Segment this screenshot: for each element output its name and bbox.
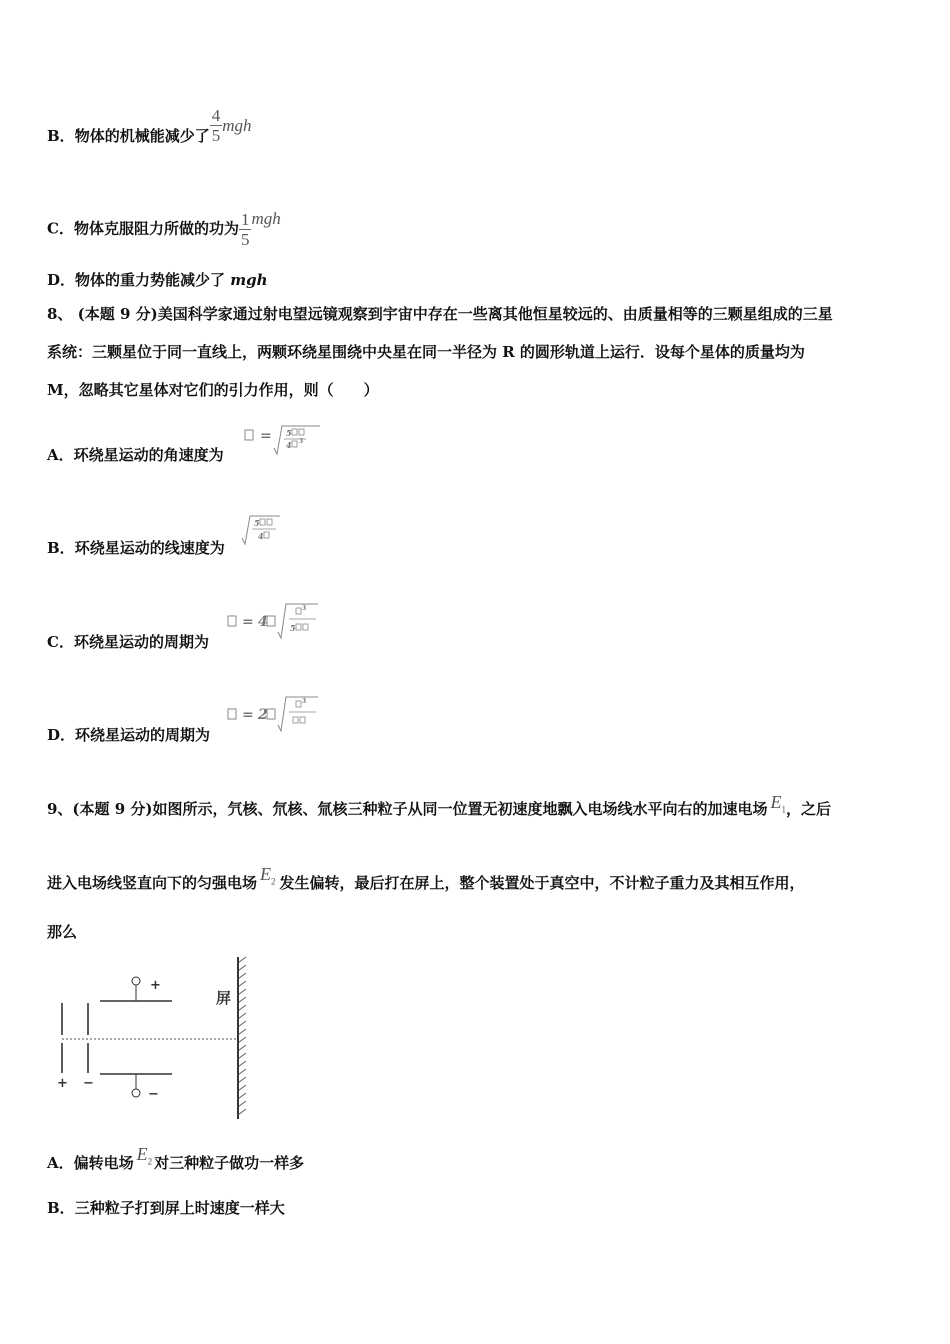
formula-a [244, 420, 324, 460]
equals-sign: = [242, 614, 254, 630]
digit-five: 5 [286, 428, 292, 438]
option-label: A． [47, 1154, 74, 1172]
option-label: D． [47, 726, 76, 744]
option-label: B． [47, 1199, 75, 1217]
placeholder-glyph [296, 608, 301, 614]
placeholder-glyph [228, 616, 236, 626]
formula-d [226, 693, 326, 737]
math-expression: mgh [230, 271, 268, 289]
digit-four: 4 [286, 440, 292, 450]
fraction-numerator: 1 [240, 210, 250, 229]
q8-line-3: M，忽略其它星体对它们的引力作用，则（ ） [47, 381, 379, 399]
option-text: 物体的重力势能减少了 [75, 271, 231, 289]
e1-letter: E [770, 792, 782, 812]
e2-symbol [260, 864, 276, 887]
placeholder-glyph [245, 430, 253, 440]
exponent: 3 [302, 698, 307, 705]
option-label: B． [47, 127, 75, 145]
e2-subscript: 2 [147, 1156, 153, 1167]
option-text: 环绕星运动的角速度为 [73, 446, 224, 464]
math-expression: mgh [251, 208, 281, 228]
e2-subscript: 2 [271, 876, 276, 887]
formula-c [226, 600, 326, 644]
q9-line-1 [47, 792, 832, 826]
minus-sign: − [83, 1076, 94, 1091]
q9-line-1-text: 9、(本题 9 分)如图所示，氕核、氘核、氚核三种粒子从同一位置无初速度地飘入电场线水平向右的加速电场 [47, 800, 768, 818]
q8-option-c [47, 632, 209, 652]
sqrt-sign [278, 697, 318, 731]
fraction-numerator: 4 [211, 105, 221, 125]
placeholder-glyph [293, 717, 298, 723]
placeholder-glyph [228, 709, 236, 719]
screen-label: 屏 [216, 989, 232, 1007]
option-text: 环绕星运动的周期为 [73, 633, 209, 651]
option-text: 环绕星运动的周期为 [75, 726, 211, 744]
plus-sign: + [57, 1076, 68, 1091]
option-text: 物体的机械能减少了 [74, 127, 210, 145]
q7-option-b [47, 105, 252, 146]
option-text: 偏转电场 [73, 1154, 134, 1172]
option-label: B． [47, 539, 75, 557]
minus-sign-bottom: − [148, 1087, 159, 1102]
q9-line-2-tail: 发生偏转，最后打在屏上，整个装置处于真空中，不计粒子重力及其相互作用， [279, 874, 805, 892]
fraction [239, 210, 252, 249]
option-tail: 对三种粒子做功一样多 [154, 1154, 305, 1172]
q9-option-b [47, 1198, 285, 1218]
placeholder-glyph [267, 519, 272, 525]
fraction [210, 106, 223, 145]
placeholder-glyph [303, 624, 308, 630]
q8-line-1: 8、 (本题 9 分)美国科学家通过射电望远镜观察到宇宙中存在一些离其他恒星较远的、由质量相等的三颗星组成的三星 [47, 305, 833, 323]
q8-option-b [47, 538, 225, 558]
exponent: 3 [302, 605, 307, 612]
placeholder-glyph [296, 624, 301, 630]
option-label: C． [47, 219, 74, 238]
fraction-denominator: 5 [211, 125, 221, 145]
e2-symbol [136, 1144, 153, 1167]
placeholder-glyph [267, 616, 275, 626]
digit-four: 4 [258, 614, 268, 630]
equals-sign: = [242, 707, 254, 723]
exponent: 3 [299, 438, 304, 445]
q7-option-c [47, 210, 281, 249]
digit-two: 2 [258, 707, 268, 723]
option-text: 环绕星运动的线速度为 [74, 539, 225, 557]
terminal-top [132, 977, 140, 985]
e1-subscript: 1 [781, 804, 787, 815]
q9-option-a [47, 1144, 305, 1180]
e1-symbol [770, 792, 787, 815]
terminal-bottom [132, 1089, 140, 1097]
q9-line-2 [47, 864, 805, 900]
option-label: C． [47, 633, 74, 651]
e2-letter: E [136, 1144, 148, 1164]
q8-option-d [47, 725, 210, 745]
math-expression: mgh [222, 116, 252, 135]
option-text: 三种粒子打到屏上时速度一样大 [74, 1199, 285, 1217]
sqrt-sign [278, 604, 318, 638]
placeholder-glyph [292, 429, 297, 435]
apparatus-figure [50, 955, 260, 1125]
placeholder-glyph [296, 701, 301, 707]
q8-line-2: 系统：三颗星位于同一直线上，两颗环绕星围绕中央星在同一半径为 R 的圆形轨道上运行．设每个星体的质量均为 [47, 343, 805, 361]
plus-sign-top: + [150, 978, 161, 993]
q9-line-2-text: 进入电场线竖直向下的匀强电场 [47, 874, 258, 892]
screen-hatching [238, 957, 246, 1115]
placeholder-glyph [300, 717, 305, 723]
formula-b [240, 512, 290, 552]
q8-option-a [47, 445, 224, 465]
q7-option-d [47, 270, 268, 290]
e2-letter: E [260, 864, 272, 884]
digit-four: 4 [258, 531, 264, 541]
fraction-denominator: 5 [240, 230, 250, 249]
equals-sign: = [260, 428, 272, 444]
digit-five: 5 [290, 623, 296, 633]
placeholder-glyph [299, 429, 304, 435]
placeholder-glyph [260, 519, 265, 525]
placeholder-glyph [267, 709, 275, 719]
digit-five: 5 [254, 518, 260, 528]
placeholder-glyph [292, 441, 297, 447]
q9-line-3: 那么 [47, 923, 78, 941]
option-label: D． [47, 271, 76, 289]
option-label: A． [47, 446, 74, 464]
option-text: 物体克服阻力所做的功为 [73, 219, 239, 238]
placeholder-glyph [264, 532, 269, 538]
q9-line-1-tail: ，之后 [786, 800, 832, 818]
